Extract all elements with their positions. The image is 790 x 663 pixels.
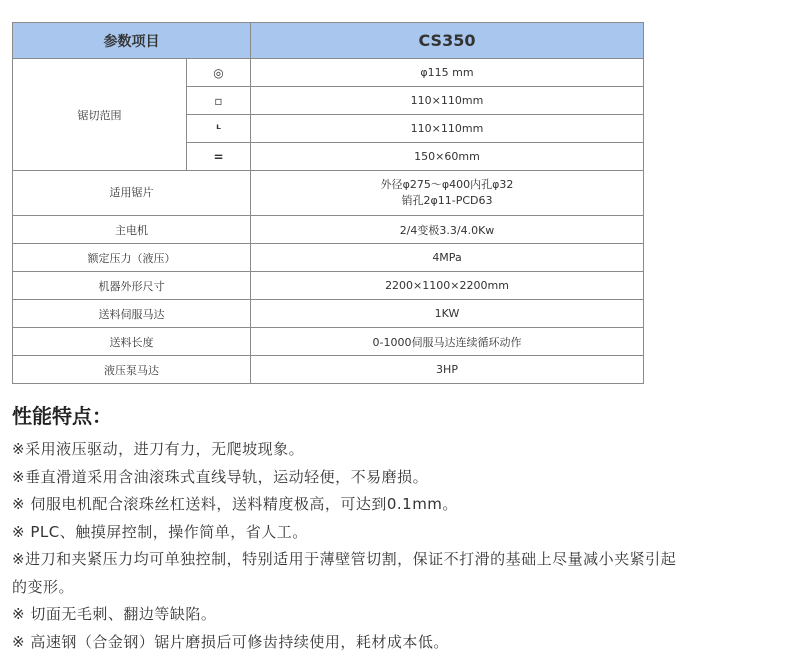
feature-item: ※ PLC、触摸屏控制，操作简单，省人工。: [12, 522, 308, 541]
flat-bar-icon: =: [187, 143, 251, 171]
feature-item: ※进刀和夹紧压力均可单独控制，特别适用于薄壁管切割，保证不打滑的基础上尽量减小夹紧引起: [12, 550, 677, 568]
table-row: [13, 244, 644, 272]
cutting-range-value: 110×110mm: [251, 115, 644, 143]
features-section: [12, 402, 787, 656]
feature-item: ※ 切面无毛刺、翻边等缺陷。: [12, 605, 217, 623]
square-tube-icon: ▫: [187, 87, 251, 115]
feature-item: ※ 伺服电机配合滚珠丝杠送料，送料精度极高，可达到0.1mm。: [12, 495, 458, 513]
row-label: 液压泵马达: [13, 356, 251, 384]
cutting-range-value: φ115 mm: [251, 59, 644, 87]
blade-value: [251, 171, 644, 216]
feature-item: ※采用液压驱动，进刀有力，无爬坡现象。: [12, 440, 305, 458]
round-bar-icon: ◎: [187, 59, 251, 87]
row-label: 送料长度: [13, 328, 251, 356]
feature-item: 的变形。: [12, 577, 75, 596]
table-row: [13, 59, 644, 87]
blade-label: 适用锯片: [13, 171, 251, 216]
row-value: 0-1000伺服马达连续循环动作: [251, 328, 644, 356]
spec-table: [12, 22, 644, 384]
row-value: 1KW: [251, 300, 644, 328]
row-label: 送料伺服马达: [13, 300, 251, 328]
row-label: 主电机: [13, 216, 251, 244]
angle-steel-icon: ᴸ: [187, 115, 251, 143]
table-row: [13, 272, 644, 300]
model-header: CS350: [251, 23, 644, 59]
row-label: 额定压力（液压）: [13, 244, 251, 272]
table-row: [13, 356, 644, 384]
table-row: [13, 171, 644, 216]
cutting-range-value: 110×110mm: [251, 87, 644, 115]
table-row: [13, 300, 644, 328]
row-label: 机器外形尺寸: [13, 272, 251, 300]
blade-value-line: 外径φ275～φ400内孔φ32: [380, 178, 514, 191]
feature-item: ※垂直滑道采用含油滚珠式直线导轨，运动轻便，不易磨损。: [12, 467, 429, 486]
table-row: [13, 328, 644, 356]
row-value: 2/4变极3.3/4.0Kw: [251, 216, 644, 244]
table-row: [13, 216, 644, 244]
cutting-range-label: 锯切范围: [13, 59, 187, 171]
cutting-range-value: 150×60mm: [251, 143, 644, 171]
blade-value-line: 销孔2φ11-PCD63: [401, 194, 493, 207]
features-title: 性能特点：: [12, 404, 112, 428]
row-value: 2200×1100×2200mm: [251, 272, 644, 300]
param-header: 参数项目: [13, 23, 251, 59]
feature-item: ※ 高速钢（合金钢）锯片磨损后可修齿持续使用，耗材成本低。: [12, 632, 449, 651]
row-value: 4MPa: [251, 244, 644, 272]
row-value: 3HP: [251, 356, 644, 384]
table-header-row: [13, 23, 644, 59]
